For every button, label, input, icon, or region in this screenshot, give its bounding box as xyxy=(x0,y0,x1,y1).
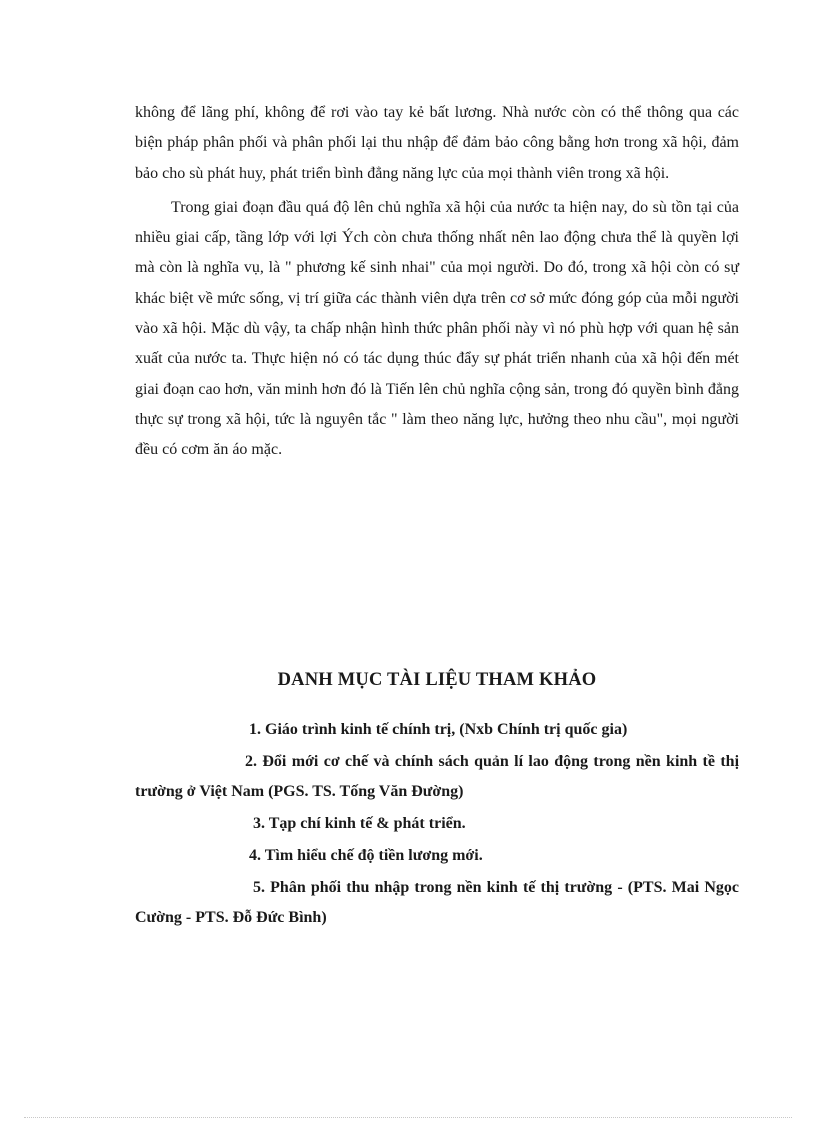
reference-item xyxy=(135,809,739,839)
reference-item xyxy=(135,747,739,807)
reference-item xyxy=(135,715,739,745)
reference-text: Tạp chí kinh tế & phát triển. xyxy=(268,815,466,832)
reference-text: Giáo trình kinh tế chính trị, (Nxb Chính trị quốc gia) xyxy=(265,721,628,738)
reference-number: 5. xyxy=(253,879,265,896)
reference-number: 4. xyxy=(249,847,261,864)
reference-text: Phân phối thu nhập trong nền kinh tế thị trường - (PTS. Mai Ngọc Cường - PTS. Đỗ Đức Bình) xyxy=(135,879,739,926)
reference-text: Đổi mới cơ chế và chính sách quản lí lao động trong nền kinh tề thị trường ở Việt Nam (PGS. TS. Tống Văn Đường) xyxy=(135,753,740,800)
reference-number: 2. xyxy=(245,753,257,770)
reference-item xyxy=(135,873,739,933)
reference-text: Tìm hiểu chế độ tiền lương mới. xyxy=(264,847,483,864)
page-bottom-divider xyxy=(24,1117,792,1118)
reference-number: 1. xyxy=(249,721,261,738)
references-title: DANH MỤC TÀI LIỆU THAM KHẢO xyxy=(277,670,597,690)
reference-item xyxy=(135,841,739,871)
paragraph-distribution: Trong giai đoạn đầu quá độ lên chủ nghĩa xã hội của nước ta hiện nay, do sù tồn tại của nhiều giai cấp, tầng lớp với lợi Ých còn chưa thống nhất nên lao động chưa thể là quyền lợi mà còn là nghĩa vụ, là " phương kế sinh nhai" của mọi người. Do đó, trong xã hội còn có sự khác biệt về mức sống, vị trí giữa các thành viên dựa trên cơ sở mức đóng góp của mỗi người vào xã hội. Mặc dù vậy, ta chấp nhận hình thức phân phối này vì nó phù hợp với quan hệ sản xuất của nước ta. Thực hiện nó có tác dụng thúc đẩy sự phát triển nhanh của xã hội đến mét giai đoạn cao hơn, văn minh hơn đó là Tiến lên chủ nghĩa cộng sản, trong đó quyền bình đẳng thực sự trong xã hội, tức là nguyên tắc " làm theo năng lực, hưởng theo nhu cầu", mọi người đều có cơm ăn áo mặc. xyxy=(135,198,739,459)
references-list xyxy=(135,715,739,935)
body-text xyxy=(135,98,739,470)
reference-number: 3. xyxy=(253,815,265,832)
paragraph-continuation: không để lãng phí, không để rơi vào tay kẻ bất lương. Nhà nước còn có thể thông qua các biện pháp phân phối và phân phối lại thu nhập để đảm bảo công bằng hơn trong xã hội, đảm bảo cho sù phát huy, phát triển bình đẳng năng lực của mọi thành viên trong xã hội. xyxy=(135,104,739,182)
